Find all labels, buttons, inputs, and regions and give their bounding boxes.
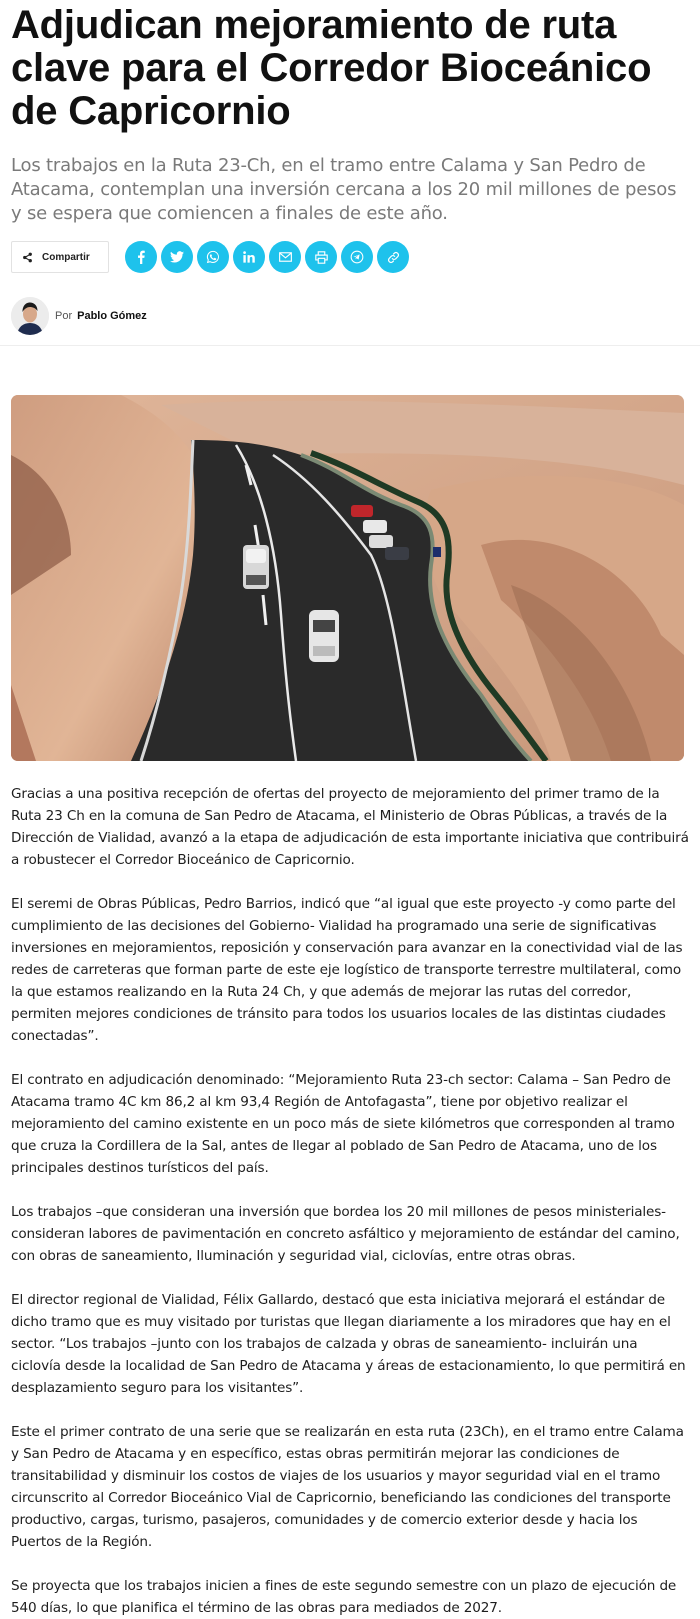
body-paragraph: Se proyecta que los trabajos inicien a fines de este segundo semestre con un plazo de ejecución de 540 días, lo que planifica el término de las obras para mediados de 2027.	[11, 1578, 677, 1616]
email-button[interactable]	[269, 241, 301, 273]
telegram-icon	[350, 250, 364, 264]
author-byline	[11, 296, 689, 336]
facebook-icon	[136, 250, 146, 264]
author-prefix: Por	[55, 310, 73, 322]
link-icon	[387, 251, 400, 264]
print-button[interactable]	[305, 241, 337, 273]
author-name[interactable]: Pablo Gómez	[77, 310, 147, 322]
email-icon	[279, 252, 292, 262]
body-paragraph: Los trabajos –que consideran una inversión que bordea los 20 mil millones de pesos ministeriales- consideran labores de pavimentación en concreto asfáltico y mejoramiento de estándar del camino, con obras de saneamiento, Iluminación y seguridad vial, ciclovías, entre otras obras.	[11, 1204, 680, 1264]
body-paragraph: Este el primer contrato de una serie que se realizarán en esta ruta (23Ch), en el tramo entre Calama y San Pedro de Atacama y en específico, estas obras permitirán mejorar las condiciones de transitabilidad y disminuir los costos de viajes de los usuarios y mayor seguridad vial en el tramo circunscrito al Corredor Bioceánico Vial de Capricornio, beneficiando las condiciones del transporte productivo, cargas, turismo, pasajeros, comunidades y de comercio exterior desde y hacia los Puertos de la Región.	[11, 1424, 684, 1550]
body-paragraph: El seremi de Obras Públicas, Pedro Barrios, indicó que “al igual que este proyecto -y como parte del cumplimiento de las decisiones del Gobierno- Vialidad ha programado una serie de significativas inversiones en mejoramientos, reposición y conservación para avanzar en la conectividad vial de las redes de carreteras que forman parte de este eje logístico de transporte terrestre multilateral, como la que estamos realizando en la Ruta 24 Ch, y que además de mejorar las rutas del corredor, permiten mejores condiciones de tránsito para todos los usuarios locales de las distintas ciudades conectadas”.	[11, 896, 683, 1044]
twitter-button[interactable]	[161, 241, 193, 273]
whatsapp-button[interactable]	[197, 241, 229, 273]
share-button[interactable]	[11, 241, 109, 273]
linkedin-icon	[243, 251, 255, 263]
telegram-button[interactable]	[341, 241, 373, 273]
facebook-button[interactable]	[125, 241, 157, 273]
linkedin-button[interactable]	[233, 241, 265, 273]
article-body	[0, 783, 700, 1619]
share-bar	[11, 240, 689, 274]
twitter-icon	[170, 251, 184, 263]
share-label: Compartir	[42, 251, 90, 263]
body-paragraph: Gracias a una positiva recepción de ofertas del proyecto de mejoramiento del primer tramo de la Ruta 23 Ch en la comuna de San Pedro de Atacama, el Ministerio de Obras Públicas, a través de la Dirección de Vialidad, avanzó a la etapa de adjudicación de esta importante iniciativa que contribuirá a robustecer el Corredor Bioceánico de Capricornio.	[11, 786, 689, 868]
avatar[interactable]	[11, 297, 49, 335]
body-paragraph: El contrato en adjudicación denominado: “Mejoramiento Ruta 23-ch sector: Calama – San Pedro de Atacama tramo 4C km 86,2 al km 93,4 Región de Antofagasta”, tiene por objetivo realizar el mejoramiento del camino existente en un poco más de siete kilómetros que corresponden al tramo que cruza la Cordillera de la Sal, antes de llegar al poblado de San Pedro de Atacama, uno de los principales destinos turísticos del país.	[11, 1072, 675, 1176]
truck	[243, 545, 269, 589]
body-paragraph: El director regional de Vialidad, Félix Gallardo, destacó que esta iniciativa mejorará el estándar de dicho tramo que es muy visitado por turistas que llegan diariamente a los miradores que hay en el sector. “Los trabajos –junto con los trabajos de calzada y obras de saneamiento- incluirán una ciclovía desde la localidad de San Pedro de Atacama y áreas de estacionamiento, lo que permitirá en desplazamiento seguro para los visitantes”.	[11, 1292, 686, 1396]
copy-link-button[interactable]	[377, 241, 409, 273]
article-subtitle: Los trabajos en la Ruta 23-Ch, en el tramo entre Calama y San Pedro de Atacama, contemplan una inversión cercana a los 20 mil millones de pesos y se espera que comiencen a finales de este año.	[11, 155, 677, 224]
header-divider	[0, 345, 700, 346]
print-icon	[315, 251, 328, 264]
whatsapp-icon	[206, 250, 220, 264]
article-hero-image	[11, 395, 684, 761]
article-title: Adjudican mejoramiento de ruta clave para el Corredor Bioceánico de Capricornio	[11, 3, 652, 133]
share-icon	[12, 252, 42, 263]
